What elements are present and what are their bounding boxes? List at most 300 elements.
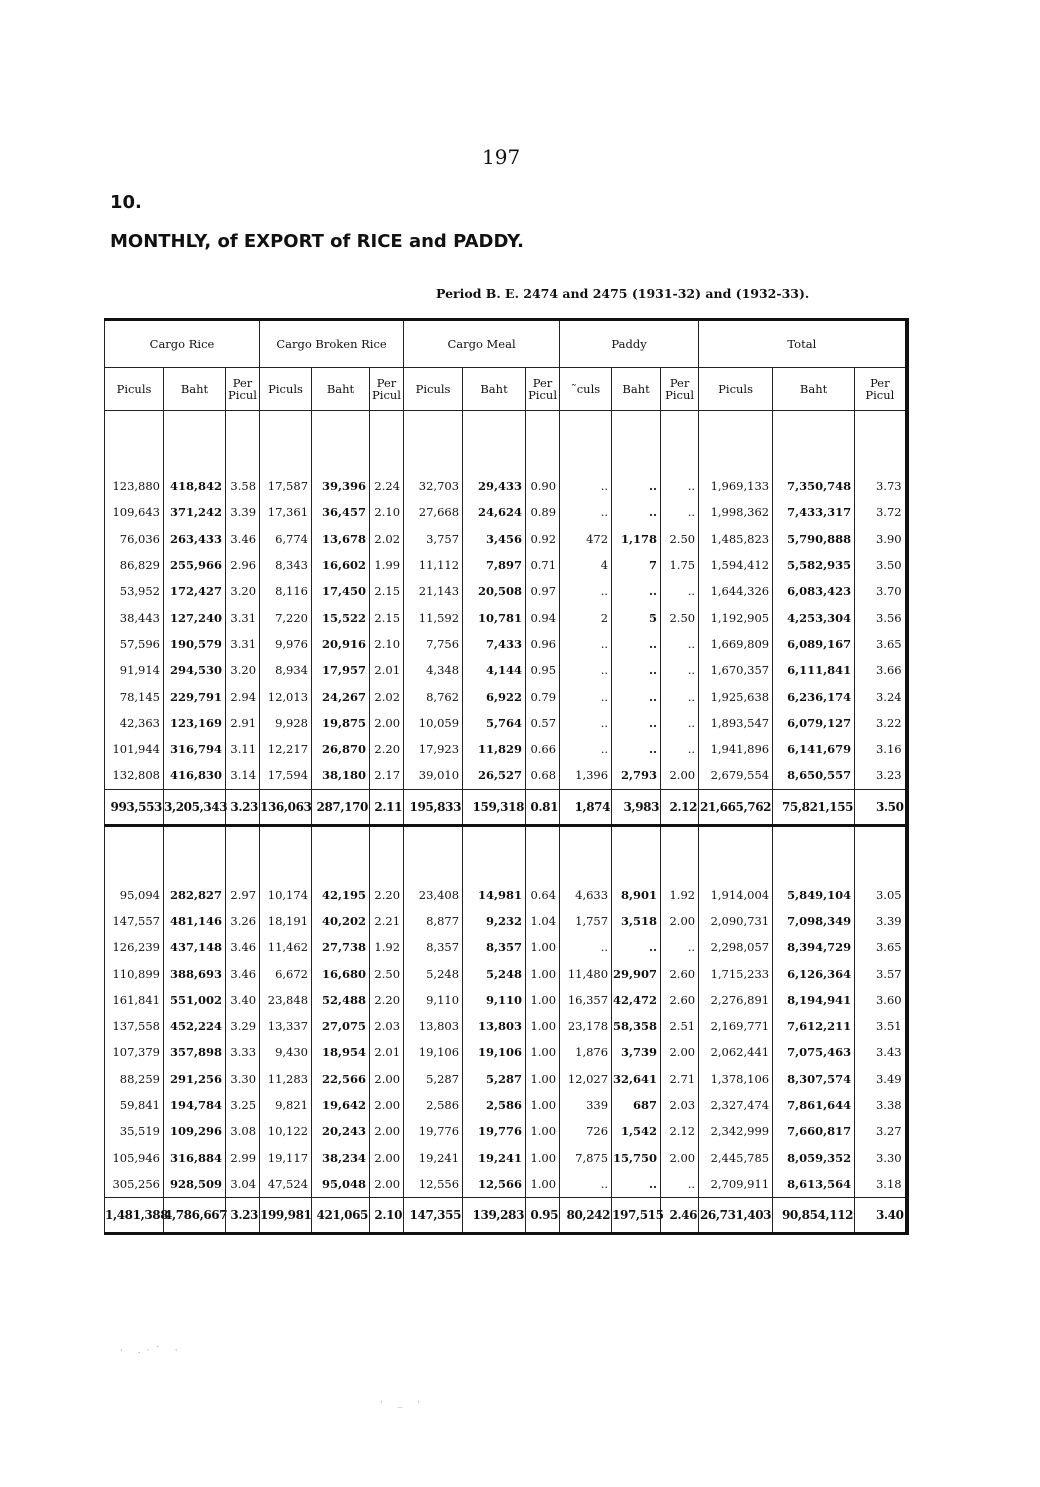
table-cell: 2,793 — [612, 762, 661, 789]
table-cell: .. — [560, 631, 612, 657]
table-cell: 101,944 — [105, 736, 164, 762]
table-cell: .. — [612, 683, 661, 709]
total-cell: 3.50 — [855, 789, 907, 825]
table-row — [105, 1013, 907, 1039]
table-cell: 7,350,748 — [773, 473, 855, 499]
total-cell: 3.23 — [226, 789, 260, 825]
table-cell: 23,178 — [560, 1013, 612, 1039]
table-cell: 1.00 — [526, 960, 560, 986]
table-row — [105, 960, 907, 986]
table-cell: 416,830 — [164, 762, 226, 789]
table-cell: 3.27 — [855, 1118, 907, 1144]
column-header: ˜culs — [560, 368, 612, 411]
table-cell: 126,239 — [105, 934, 164, 960]
column-header: Piculs — [105, 368, 164, 411]
table-cell: 3.31 — [226, 631, 260, 657]
table-cell: 0.92 — [526, 526, 560, 552]
table-cell: 88,259 — [105, 1066, 164, 1092]
table-cell: 9,110 — [404, 987, 463, 1013]
table-cell: 39,396 — [312, 473, 370, 499]
table-cell: 3.66 — [855, 657, 907, 683]
table-cell: 1,876 — [560, 1039, 612, 1065]
total-cell: 4,786,667 — [164, 1198, 226, 1234]
table-cell: 7,897 — [463, 552, 526, 578]
table-cell: 2.00 — [661, 908, 699, 934]
table-cell: 2.01 — [370, 1039, 404, 1065]
table-cell: 1,192,905 — [699, 604, 773, 630]
table-cell: 42,195 — [312, 882, 370, 908]
table-cell: 2,586 — [404, 1092, 463, 1118]
table-cell: 2.50 — [661, 526, 699, 552]
column-header: Baht — [463, 368, 526, 411]
table-cell: 23,408 — [404, 882, 463, 908]
table-row — [105, 762, 907, 789]
table-cell: 2.01 — [370, 657, 404, 683]
table-cell: 928,509 — [164, 1171, 226, 1198]
table-cell: 147,557 — [105, 908, 164, 934]
total-cell: 1,874 — [560, 789, 612, 825]
table-cell: 2.00 — [370, 1092, 404, 1118]
table-cell: 437,148 — [164, 934, 226, 960]
table-cell: 23,848 — [260, 987, 312, 1013]
table-cell: 127,240 — [164, 604, 226, 630]
table-cell: 17,594 — [260, 762, 312, 789]
table-cell: .. — [612, 631, 661, 657]
table-row — [105, 552, 907, 578]
table-cell: .. — [661, 934, 699, 960]
table-cell: 5,582,935 — [773, 552, 855, 578]
table-cell: 32,641 — [612, 1066, 661, 1092]
table-cell: 53,952 — [105, 578, 164, 604]
page-title: MONTHLY, of EXPORT of RICE and PADDY. — [110, 231, 525, 252]
table-cell: 2.97 — [226, 882, 260, 908]
group-header: Total — [699, 320, 907, 368]
table-cell: 12,556 — [404, 1171, 463, 1198]
table-cell: 1.92 — [370, 934, 404, 960]
table-cell: 8,343 — [260, 552, 312, 578]
table-cell: 1,925,638 — [699, 683, 773, 709]
table-cell: 7,861,644 — [773, 1092, 855, 1118]
table-cell: 2.00 — [661, 762, 699, 789]
table-cell: 190,579 — [164, 631, 226, 657]
table-cell: 3.50 — [855, 552, 907, 578]
table-cell: .. — [560, 578, 612, 604]
table-cell: 2.15 — [370, 578, 404, 604]
table-cell: 2,298,057 — [699, 934, 773, 960]
table-cell: 3.18 — [855, 1171, 907, 1198]
table-cell: 47,524 — [260, 1171, 312, 1198]
column-header: Per Picul — [226, 368, 260, 411]
table-cell: 3,757 — [404, 526, 463, 552]
column-header: Per Picul — [855, 368, 907, 411]
table-cell: 316,884 — [164, 1145, 226, 1171]
table-cell: 9,232 — [463, 908, 526, 934]
table-cell: 76,036 — [105, 526, 164, 552]
table-cell: 2.00 — [370, 1066, 404, 1092]
table-cell: 388,693 — [164, 960, 226, 986]
table-cell: 95,094 — [105, 882, 164, 908]
table-cell: 2.00 — [370, 1171, 404, 1198]
table-cell: 10,174 — [260, 882, 312, 908]
total-cell: 199,981 — [260, 1198, 312, 1234]
table-cell: 18,954 — [312, 1039, 370, 1065]
table-cell: 1.00 — [526, 987, 560, 1013]
table-cell: 3.38 — [855, 1092, 907, 1118]
table-row — [105, 1039, 907, 1065]
table-cell: 4,633 — [560, 882, 612, 908]
total-cell: 3.23 — [226, 1198, 260, 1234]
table-row — [105, 987, 907, 1013]
table-cell: 18,191 — [260, 908, 312, 934]
table-cell: 0.97 — [526, 578, 560, 604]
table-cell: 42,363 — [105, 710, 164, 736]
table-cell: 316,794 — [164, 736, 226, 762]
table-cell: 19,776 — [463, 1118, 526, 1144]
table-cell: .. — [661, 657, 699, 683]
table-cell: 27,738 — [312, 934, 370, 960]
table-cell: 0.68 — [526, 762, 560, 789]
table-cell: 1.00 — [526, 1171, 560, 1198]
table-cell: 452,224 — [164, 1013, 226, 1039]
table-cell: 6,922 — [463, 683, 526, 709]
table-cell: 13,803 — [404, 1013, 463, 1039]
table-cell: 16,357 — [560, 987, 612, 1013]
table-cell: 687 — [612, 1092, 661, 1118]
table-cell: 32,703 — [404, 473, 463, 499]
total-row — [105, 1198, 907, 1234]
table-cell: 8,307,574 — [773, 1066, 855, 1092]
table-cell: 36,457 — [312, 499, 370, 525]
period-subtitle: Period B. E. 2474 and 2475 (1931-32) and (1932-33). — [436, 286, 810, 301]
table-cell: 3,739 — [612, 1039, 661, 1065]
table-cell: 1.00 — [526, 1118, 560, 1144]
table-cell: .. — [661, 631, 699, 657]
total-cell: 421,065 — [312, 1198, 370, 1234]
table-cell: 3,518 — [612, 908, 661, 934]
table-cell: 15,522 — [312, 604, 370, 630]
table-cell: 38,234 — [312, 1145, 370, 1171]
table-cell: 6,236,174 — [773, 683, 855, 709]
table-cell: 2.03 — [661, 1092, 699, 1118]
table-cell: 3.20 — [226, 578, 260, 604]
table-cell: 1,396 — [560, 762, 612, 789]
table-cell: 39,010 — [404, 762, 463, 789]
table-cell: 95,048 — [312, 1171, 370, 1198]
table-cell: 22,566 — [312, 1066, 370, 1092]
table-cell: .. — [612, 736, 661, 762]
column-header: Baht — [612, 368, 661, 411]
table-cell: 3.33 — [226, 1039, 260, 1065]
table-cell: 2,062,441 — [699, 1039, 773, 1065]
table-cell: 7,875 — [560, 1145, 612, 1171]
table-cell: 3.72 — [855, 499, 907, 525]
table-cell: 3.58 — [226, 473, 260, 499]
table-cell: 172,427 — [164, 578, 226, 604]
group-header: Paddy — [560, 320, 699, 368]
table-cell: 3.56 — [855, 604, 907, 630]
table-row — [105, 934, 907, 960]
table-cell: 1.00 — [526, 1092, 560, 1118]
table-cell: 2.00 — [661, 1145, 699, 1171]
total-cell: 2.12 — [661, 789, 699, 825]
table-cell: 3.22 — [855, 710, 907, 736]
total-cell: 159,318 — [463, 789, 526, 825]
table-cell: 3.23 — [855, 762, 907, 789]
table-cell: 3.20 — [226, 657, 260, 683]
table-cell: 3.70 — [855, 578, 907, 604]
table-cell: 2,445,785 — [699, 1145, 773, 1171]
table-cell: 3.73 — [855, 473, 907, 499]
total-cell: 3,983 — [612, 789, 661, 825]
table-cell: .. — [612, 710, 661, 736]
table-cell: 1.75 — [661, 552, 699, 578]
table-cell: .. — [661, 578, 699, 604]
table-cell: 1.99 — [370, 552, 404, 578]
table-cell: .. — [612, 1171, 661, 1198]
table-cell: 132,808 — [105, 762, 164, 789]
table-cell: 1.00 — [526, 1013, 560, 1039]
table-cell: 40,202 — [312, 908, 370, 934]
total-cell: 90,854,112 — [773, 1198, 855, 1234]
table-cell: 5,849,104 — [773, 882, 855, 908]
table-cell: 2.12 — [661, 1118, 699, 1144]
table-row — [105, 578, 907, 604]
table-cell: 1,669,809 — [699, 631, 773, 657]
table-cell: 2.24 — [370, 473, 404, 499]
table-cell: 161,841 — [105, 987, 164, 1013]
column-header: Piculs — [260, 368, 312, 411]
table-cell: 2.02 — [370, 683, 404, 709]
table-cell: .. — [661, 499, 699, 525]
table-row — [105, 631, 907, 657]
table-cell: 2.60 — [661, 987, 699, 1013]
table-cell: 5,248 — [463, 960, 526, 986]
table-cell: 371,242 — [164, 499, 226, 525]
table-cell: 481,146 — [164, 908, 226, 934]
table-cell: 8,762 — [404, 683, 463, 709]
total-cell: 195,833 — [404, 789, 463, 825]
table-cell: .. — [560, 710, 612, 736]
table-cell: 1.00 — [526, 1039, 560, 1065]
table-cell: 12,027 — [560, 1066, 612, 1092]
table-cell: 12,013 — [260, 683, 312, 709]
table-cell: 57,596 — [105, 631, 164, 657]
table-cell: 17,923 — [404, 736, 463, 762]
table-cell: 3.90 — [855, 526, 907, 552]
table-cell: 1,715,233 — [699, 960, 773, 986]
table-cell: 8,194,941 — [773, 987, 855, 1013]
table-cell: 2,679,554 — [699, 762, 773, 789]
table-cell: 418,842 — [164, 473, 226, 499]
table-cell: 9,821 — [260, 1092, 312, 1118]
table-cell: 255,966 — [164, 552, 226, 578]
table-cell: 0.71 — [526, 552, 560, 578]
table-cell: 78,145 — [105, 683, 164, 709]
table-cell: 11,592 — [404, 604, 463, 630]
table-cell: .. — [560, 736, 612, 762]
section-1931-32 — [105, 411, 907, 826]
table-cell: 2.96 — [226, 552, 260, 578]
table-cell: 305,256 — [105, 1171, 164, 1198]
table-cell: 2,276,891 — [699, 987, 773, 1013]
table-cell: 110,899 — [105, 960, 164, 986]
table-cell: 16,680 — [312, 960, 370, 986]
scan-smudge: · _ · — [380, 1398, 426, 1408]
table-cell: 1,485,823 — [699, 526, 773, 552]
table-cell: 3.30 — [226, 1066, 260, 1092]
table-cell: 1.00 — [526, 1145, 560, 1171]
table-cell: 19,106 — [463, 1039, 526, 1065]
table-cell: 1.00 — [526, 1066, 560, 1092]
table-cell: .. — [661, 736, 699, 762]
table-cell: .. — [612, 657, 661, 683]
table-row — [105, 908, 907, 934]
table-cell: 0.96 — [526, 631, 560, 657]
table-cell: 109,296 — [164, 1118, 226, 1144]
table-cell: .. — [560, 657, 612, 683]
table-row — [105, 1118, 907, 1144]
table-cell: 7,433,317 — [773, 499, 855, 525]
scan-smudge: · .·˙ · — [120, 1346, 184, 1356]
table-cell: 2.99 — [226, 1145, 260, 1171]
table-cell: 2.02 — [370, 526, 404, 552]
table-cell: 2.50 — [661, 604, 699, 630]
table-cell: 8,116 — [260, 578, 312, 604]
table-cell: 0.94 — [526, 604, 560, 630]
table-cell: 6,141,679 — [773, 736, 855, 762]
table-cell: 12,566 — [463, 1171, 526, 1198]
table-cell: 551,002 — [164, 987, 226, 1013]
total-cell: 197,515 — [612, 1198, 661, 1234]
total-cell: 136,063 — [260, 789, 312, 825]
table-cell: 26,527 — [463, 762, 526, 789]
table-row — [105, 657, 907, 683]
table-cell: 105,946 — [105, 1145, 164, 1171]
table-cell: .. — [560, 1171, 612, 1198]
table-cell: 13,678 — [312, 526, 370, 552]
column-header-row — [105, 368, 907, 411]
table-cell: 38,443 — [105, 604, 164, 630]
total-cell: 147,355 — [404, 1198, 463, 1234]
table-cell: 11,283 — [260, 1066, 312, 1092]
table-row — [105, 526, 907, 552]
table-cell: .. — [661, 683, 699, 709]
table-cell: 5,764 — [463, 710, 526, 736]
table-cell: 0.89 — [526, 499, 560, 525]
table-cell: 3.24 — [855, 683, 907, 709]
table-cell: 8,934 — [260, 657, 312, 683]
table-cell: 123,169 — [164, 710, 226, 736]
table-cell: 2.00 — [370, 1145, 404, 1171]
table-cell: 109,643 — [105, 499, 164, 525]
table-cell: 3.31 — [226, 604, 260, 630]
table-row — [105, 1092, 907, 1118]
table-cell: .. — [661, 710, 699, 736]
table-cell: 0.90 — [526, 473, 560, 499]
table-cell: 3.26 — [226, 908, 260, 934]
table-cell: 0.64 — [526, 882, 560, 908]
table-cell: 3.16 — [855, 736, 907, 762]
table-cell: 6,774 — [260, 526, 312, 552]
table-cell: 2 — [560, 604, 612, 630]
table-row — [105, 736, 907, 762]
table-cell: 0.79 — [526, 683, 560, 709]
table-cell: 3.57 — [855, 960, 907, 986]
table-cell: 19,117 — [260, 1145, 312, 1171]
table-cell: 3.39 — [855, 908, 907, 934]
table-row — [105, 1066, 907, 1092]
table-cell: 263,433 — [164, 526, 226, 552]
table-cell: 19,106 — [404, 1039, 463, 1065]
table-cell: 3.40 — [226, 987, 260, 1013]
table-cell: 8,650,557 — [773, 762, 855, 789]
table-cell: 8,394,729 — [773, 934, 855, 960]
table-cell: 2,169,771 — [699, 1013, 773, 1039]
table-cell: 19,241 — [404, 1145, 463, 1171]
table-row — [105, 683, 907, 709]
group-header: Cargo Broken Rice — [260, 320, 404, 368]
table-cell: 8,059,352 — [773, 1145, 855, 1171]
total-cell: 287,170 — [312, 789, 370, 825]
table-cell: 1.00 — [526, 934, 560, 960]
table-cell: 2.00 — [370, 1118, 404, 1144]
table-cell: 3.65 — [855, 934, 907, 960]
table-cell: 52,488 — [312, 987, 370, 1013]
table-row — [105, 473, 907, 499]
table-cell: 2.60 — [661, 960, 699, 986]
table-cell: 8,877 — [404, 908, 463, 934]
group-header: Cargo Rice — [105, 320, 260, 368]
table-cell: 1.92 — [661, 882, 699, 908]
table-cell: 2.20 — [370, 882, 404, 908]
table-cell: 5,287 — [404, 1066, 463, 1092]
table-cell: 7,756 — [404, 631, 463, 657]
table-cell: 2.71 — [661, 1066, 699, 1092]
table-cell: 6,089,167 — [773, 631, 855, 657]
table-cell: 27,668 — [404, 499, 463, 525]
table-cell: 17,587 — [260, 473, 312, 499]
column-header: Baht — [773, 368, 855, 411]
table-cell: 2.17 — [370, 762, 404, 789]
table-cell: 3.05 — [855, 882, 907, 908]
table-cell: .. — [560, 934, 612, 960]
total-cell: 26,731,403 — [699, 1198, 773, 1234]
table-cell: 7,660,817 — [773, 1118, 855, 1144]
column-header: Baht — [312, 368, 370, 411]
table-cell: 6,672 — [260, 960, 312, 986]
table-cell: 5 — [612, 604, 661, 630]
table-cell: .. — [612, 578, 661, 604]
total-cell: 2.11 — [370, 789, 404, 825]
table-row — [105, 604, 907, 630]
table-cell: 7,098,349 — [773, 908, 855, 934]
table-cell: 16,602 — [312, 552, 370, 578]
table-cell: 27,075 — [312, 1013, 370, 1039]
table-cell: 1,969,133 — [699, 473, 773, 499]
table-cell: 10,122 — [260, 1118, 312, 1144]
table-cell: 24,624 — [463, 499, 526, 525]
export-table — [104, 318, 909, 1235]
column-header: Piculs — [404, 368, 463, 411]
table-cell: 229,791 — [164, 683, 226, 709]
table-cell: 9,110 — [463, 987, 526, 1013]
total-cell: 3,205,343 — [164, 789, 226, 825]
table-cell: 8,901 — [612, 882, 661, 908]
table-cell: 35,519 — [105, 1118, 164, 1144]
table-cell: 10,781 — [463, 604, 526, 630]
table-cell: 3.49 — [855, 1066, 907, 1092]
total-cell: 3.40 — [855, 1198, 907, 1234]
